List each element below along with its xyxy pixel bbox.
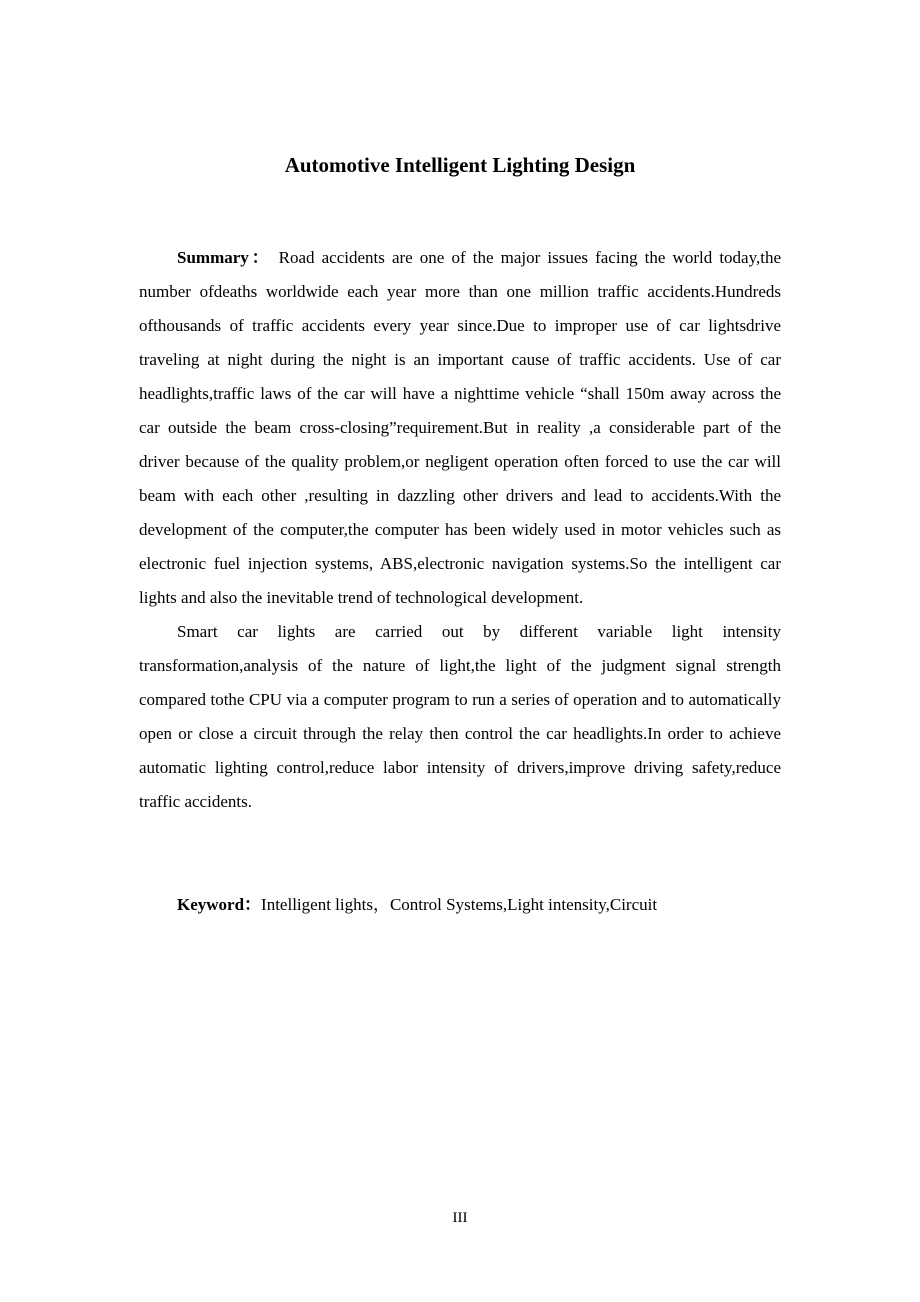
summary-label: Summary：: [177, 248, 272, 267]
summary-paragraph-2: Smart car lights are carried out by different variable light intensity transformation,analysis of the nature of light,the light of the judgment signal strength compared tothe CPU via a computer program to run a series of operation and to automatically open or close a circuit through the relay then control the car headlights.In order to achieve automatic lighting control,reduce labor intensity of drivers,improve driving safety,reduce traffic accidents.: [139, 622, 781, 811]
summary-paragraph-1: [139, 241, 781, 615]
document-title: Automotive Intelligent Lighting Design: [284, 153, 636, 177]
keyword-section: [139, 888, 781, 922]
keyword-label: Keyword：: [177, 895, 262, 914]
page-number: III: [452, 1210, 468, 1226]
summary-text-1: Road accidents are one of the major issues facing the world today,the number ofdeaths worldwide each year more than one million traffic accidents.Hundreds ofthousands of traffic accidents every year since.Due to improper use of car lightsdrive traveling at night during the night is an important cause of traffic accidents. Use of car headlights,traffic laws of the car will have a nighttime vehicle “shall 150m away across the car outside the beam cross-closing”requirement.But in reality ,a considerable part of the driver because of the quality problem,or negligent operation often forced to use the car will beam with each other ,resulting in dazzling other drivers and lead to accidents.With the development of the computer,the computer has been widely used in motor vehicles such as electronic fuel injection systems, ABS,electronic navigation systems.So the intelligent car lights and also the inevitable trend of technological development.: [139, 248, 781, 607]
keyword-list: Intelligent lights，Control Systems,Light intensity,Circuit: [261, 895, 658, 914]
summary-section: [139, 241, 781, 819]
